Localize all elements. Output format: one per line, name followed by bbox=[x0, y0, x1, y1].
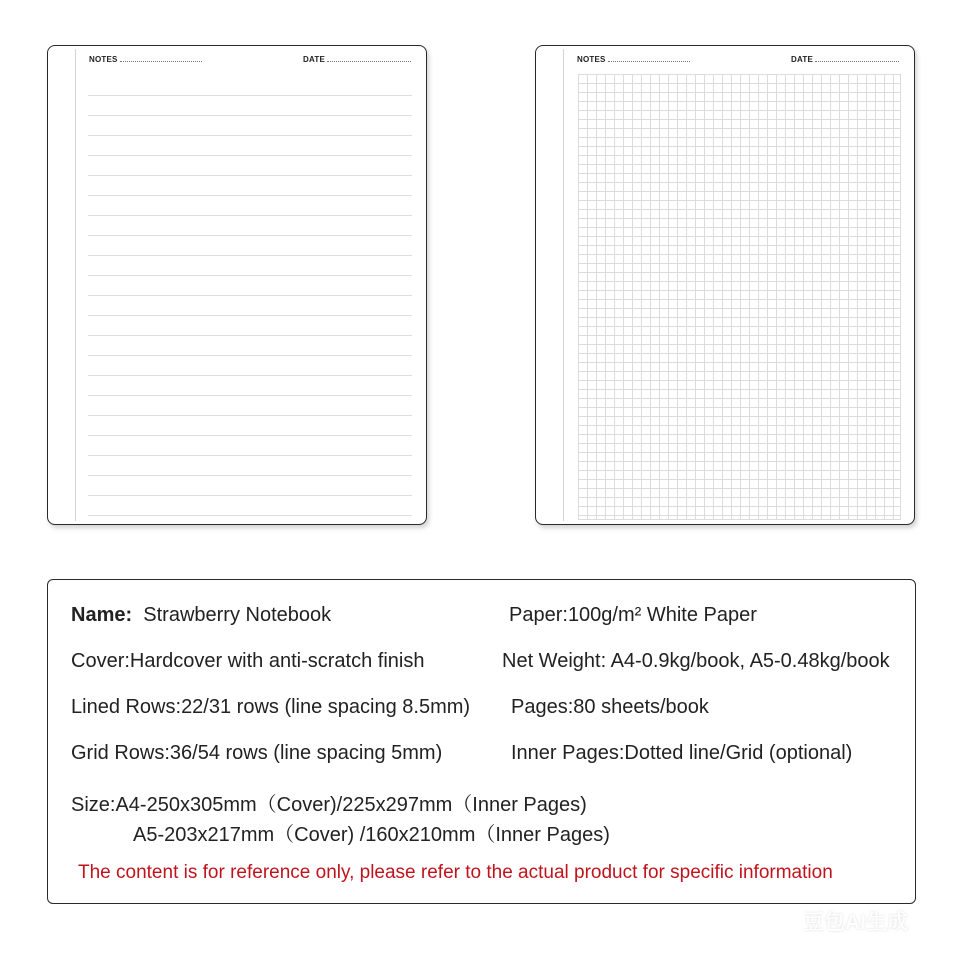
lined-page-preview bbox=[47, 45, 427, 525]
specifications-box bbox=[47, 579, 916, 904]
spec-label: Inner Pages: bbox=[511, 742, 625, 764]
spec-value: 80 sheets/book bbox=[573, 696, 709, 718]
spec-label: Lined Rows: bbox=[71, 696, 182, 718]
date-header: DATE bbox=[303, 55, 411, 64]
spec-label: Size: bbox=[71, 794, 116, 816]
margin-line bbox=[75, 49, 76, 521]
spec-name bbox=[71, 604, 331, 627]
spec-label: Net Weight: bbox=[502, 650, 607, 672]
spec-value: 100g/m² White Paper bbox=[567, 604, 757, 626]
grid-page-preview bbox=[535, 45, 915, 525]
ai-watermark: 豆包AI生成 bbox=[803, 911, 908, 934]
disclaimer-text: The content is for reference only, please refer to the actual product for specific information bbox=[78, 862, 833, 883]
spec-value-a4: A4-250x305mm（Cover)/225x297mm（Inner Pages) bbox=[115, 794, 587, 816]
spec-size-a5 bbox=[133, 818, 610, 847]
spec-cover bbox=[71, 650, 424, 673]
spec-label: Cover: bbox=[71, 650, 130, 672]
notes-header: NOTES bbox=[577, 55, 690, 64]
spec-inner-pages bbox=[511, 742, 852, 765]
spec-value: 22/31 rows (line spacing 8.5mm) bbox=[181, 696, 471, 718]
spec-label: Grid Rows: bbox=[71, 742, 170, 764]
spec-label: Pages: bbox=[511, 696, 574, 718]
notes-header: NOTES bbox=[89, 55, 202, 64]
spec-value: Strawberry Notebook bbox=[143, 604, 332, 626]
spec-label: Name: bbox=[71, 604, 133, 626]
spec-size bbox=[71, 788, 587, 817]
spec-grid-rows bbox=[71, 742, 442, 765]
grid-lines bbox=[578, 74, 901, 520]
spec-net-weight bbox=[502, 650, 890, 673]
spec-value: A4-0.9kg/book, A5-0.48kg/book bbox=[610, 650, 890, 672]
spec-lined-rows bbox=[71, 696, 470, 719]
spec-pages bbox=[511, 696, 709, 719]
margin-line bbox=[563, 49, 564, 521]
spec-value: 36/54 rows (line spacing 5mm) bbox=[169, 742, 443, 764]
date-header: DATE bbox=[791, 55, 899, 64]
spec-value: Dotted line/Grid (optional) bbox=[624, 742, 853, 764]
spec-value-a5: A5-203x217mm（Cover) /160x210mm（Inner Pages) bbox=[133, 824, 610, 846]
ruled-lines bbox=[88, 76, 412, 518]
spec-value: Hardcover with anti-scratch finish bbox=[129, 650, 425, 672]
spec-paper bbox=[509, 604, 757, 627]
spec-label: Paper: bbox=[509, 604, 568, 626]
